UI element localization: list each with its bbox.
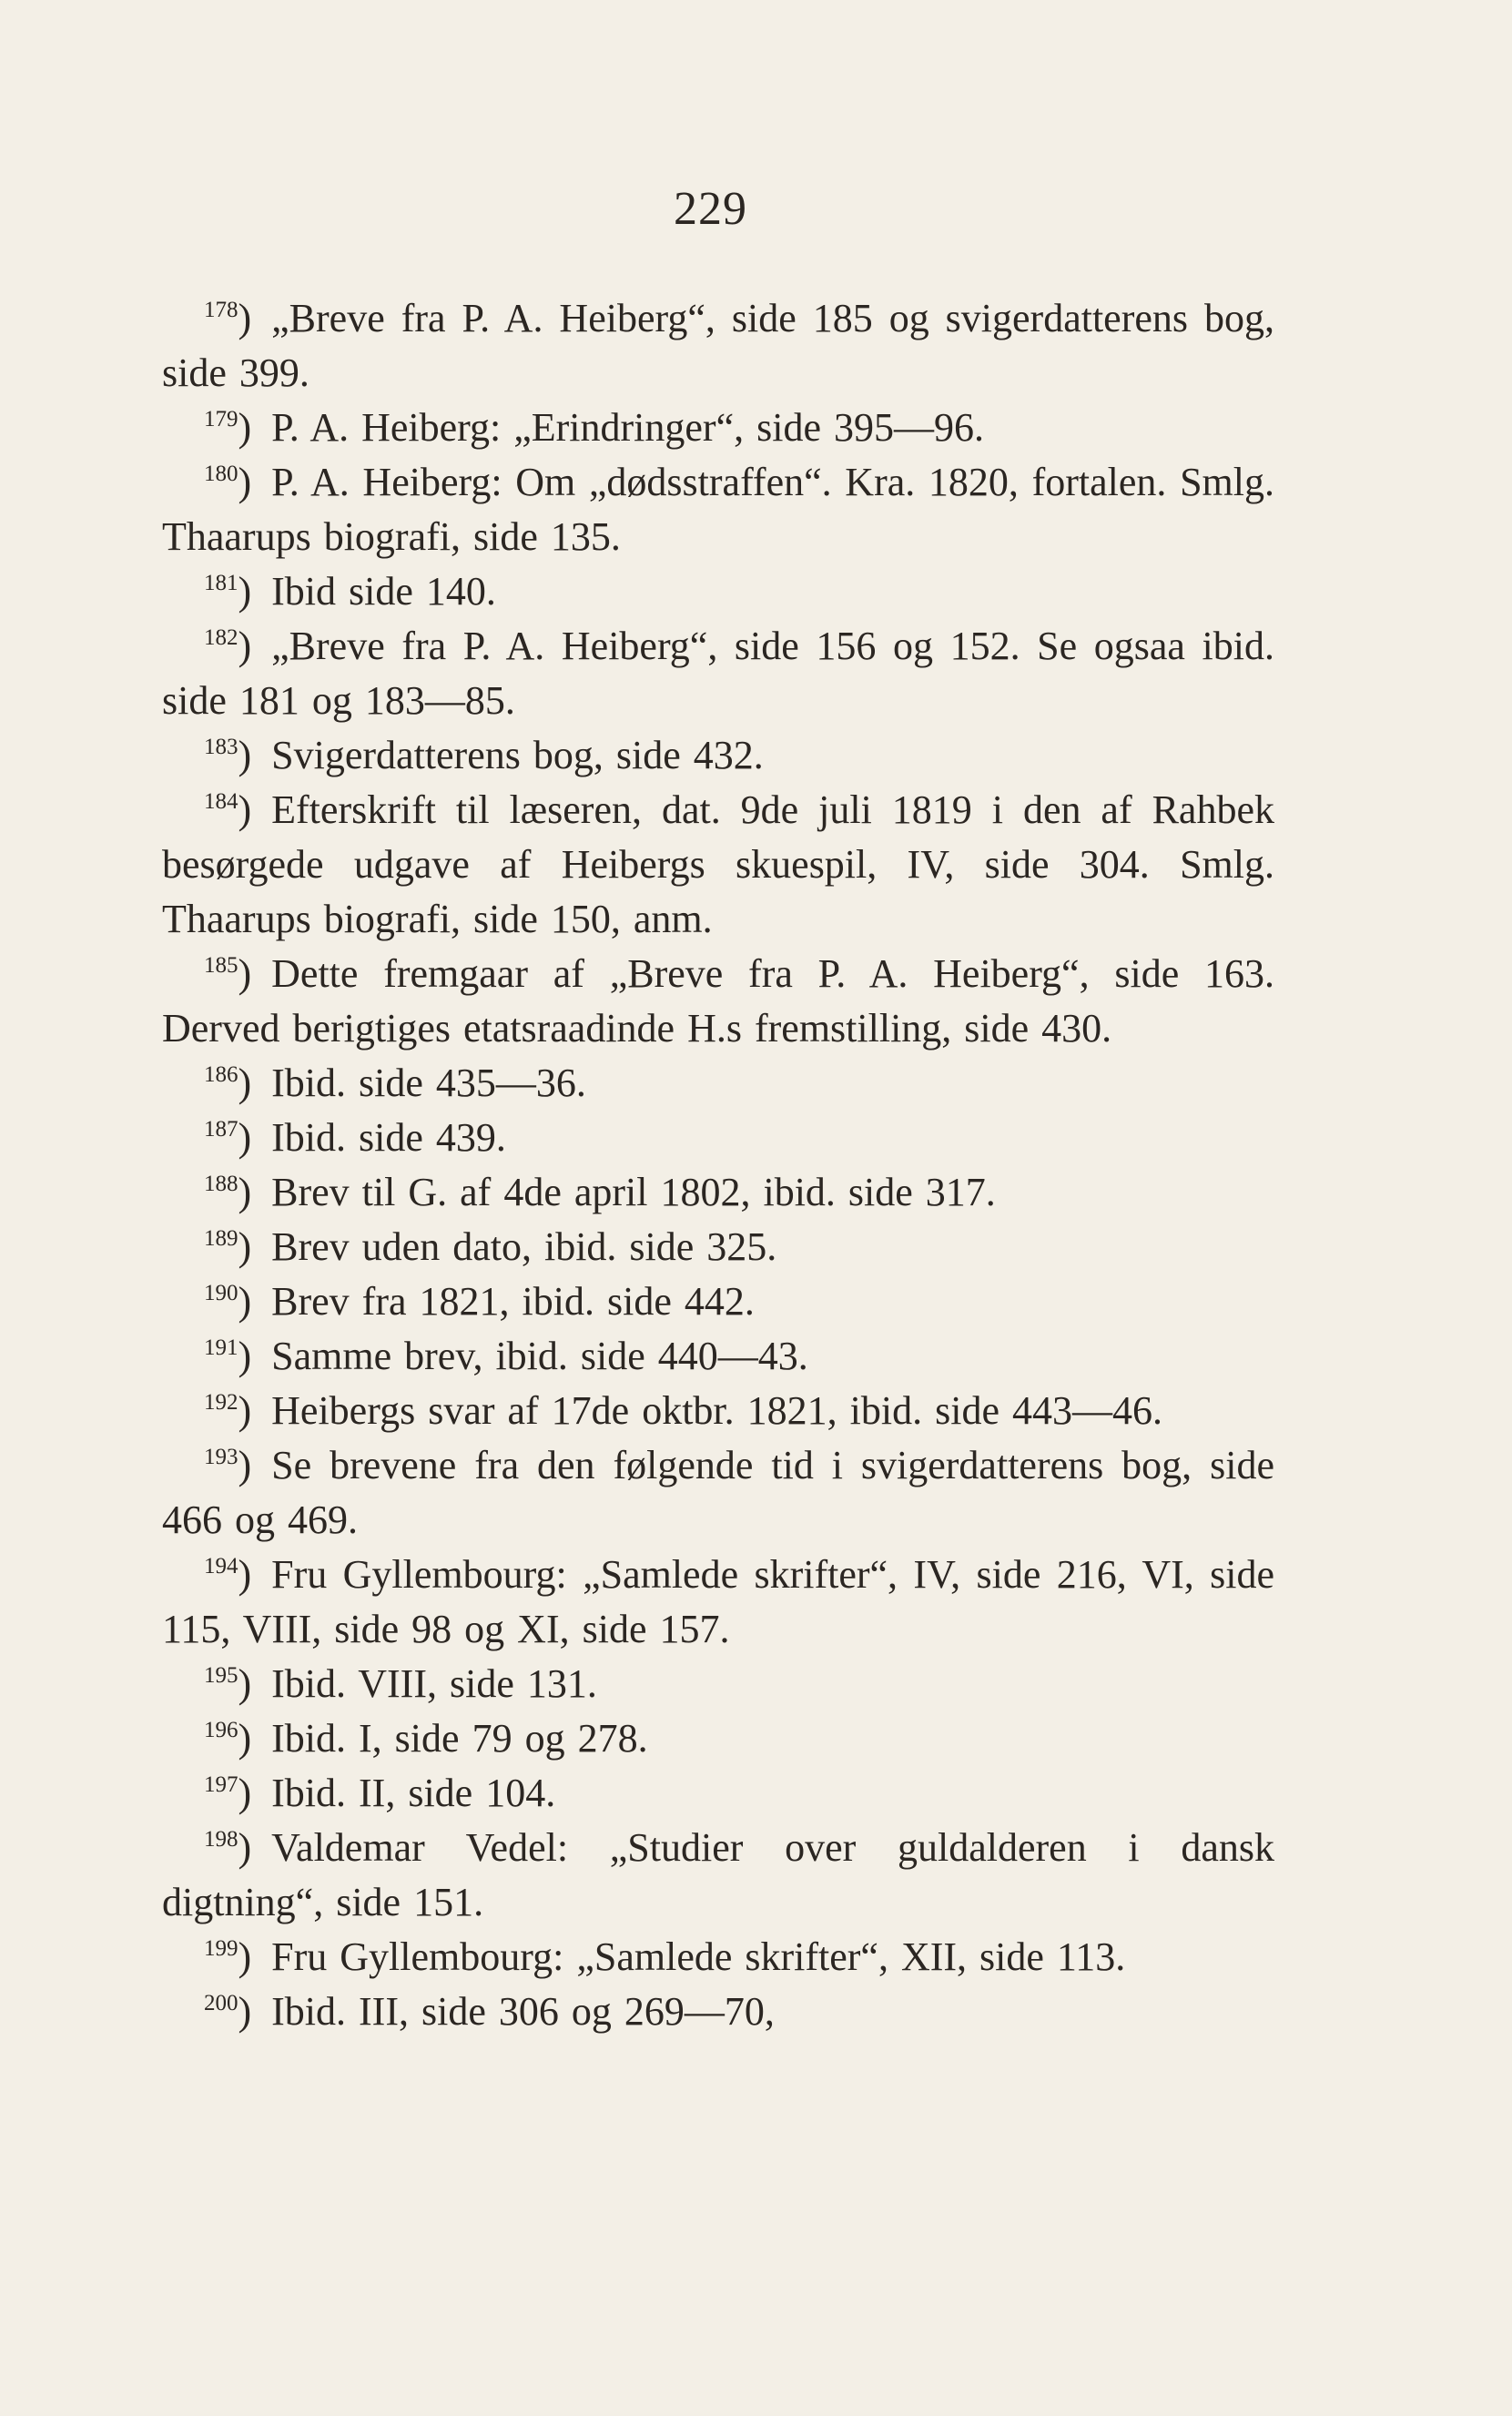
footnote: $^{200}$) Ibid. III, side 306 og 269—70, <box>204 1989 775 2034</box>
footnote-text: P. A. Heiberg: Om „dødsstraffen“. Kra. 1820, fortalen. Smlg. Thaarups biografi, side 135. <box>162 460 1274 559</box>
footnote-text: Svigerdatterens bog, side 432. <box>271 733 764 777</box>
footnote-text: Valdemar Vedel: „Studier over guldalderen i dansk digtning“, side 151. <box>162 1825 1274 1924</box>
footnote: $^{182}$) „Breve fra P. A. Heiberg“, side 156 og 152. Se ogsaa ibid. side 181 og 183—85. <box>162 624 1274 723</box>
footnote: $^{185}$) Dette fremgaar af „Breve fra P. A. Heiberg“, side 163. Derved berigtiges etatsraadinde H.s fremstilling, side 430. <box>162 951 1274 1051</box>
footnote: $^{199}$) Fru Gyllembourg: „Samlede skrifter“, XII, side 113. <box>204 1934 1126 1979</box>
footnote-text: Samme brev, ibid. side 440—43. <box>271 1334 808 1378</box>
footnote-number: 196 <box>204 1718 238 1742</box>
footnote-text: Ibid. III, side 306 og 269—70, <box>271 1989 775 2034</box>
footnote-number: 184 <box>204 789 238 814</box>
footnote-number: 187 <box>204 1117 238 1142</box>
footnote-number: 190 <box>204 1281 238 1305</box>
footnote: $^{187}$) Ibid. side 439. <box>204 1115 506 1160</box>
footnote-number: 181 <box>204 571 238 595</box>
footnote-text: „Breve fra P. A. Heiberg“, side 156 og 152. Se ogsaa ibid. side 181 og 183—85. <box>162 624 1274 723</box>
footnote: $^{193}$) Se brevene fra den følgende tid i svigerdatterens bog, side 466 og 469. <box>162 1443 1274 1542</box>
footnote: $^{180}$) P. A. Heiberg: Om „dødsstraffen“. Kra. 1820, fortalen. Smlg. Thaarups biografi, side 135. <box>162 460 1274 559</box>
footnote: $^{186}$) Ibid. side 435—36. <box>204 1061 586 1105</box>
footnote-number: 182 <box>204 625 238 650</box>
footnote: $^{191}$) Samme brev, ibid. side 440—43. <box>204 1334 808 1378</box>
footnote-text: Se brevene fra den følgende tid i svigerdatterens bog, side 466 og 469. <box>162 1443 1274 1542</box>
footnote: $^{192}$) Heibergs svar af 17de oktbr. 1821, ibid. side 443—46. <box>204 1388 1162 1433</box>
footnote: $^{184}$) Efterskrift til læseren, dat. 9de juli 1819 i den af Rahbek besørgede udgave af Heibergs skuespil, IV, side 304. Smlg. Thaarups biografi, side 150, anm. <box>162 787 1274 941</box>
footnote-text: Ibid. II, side 104. <box>271 1771 556 1815</box>
footnote-text: Ibid. side 439. <box>271 1115 506 1160</box>
footnote-text: Efterskrift til læseren, dat. 9de juli 1819 i den af Rahbek besørgede udgave af Heibergs skuespil, IV, side 304. Smlg. Thaarups biografi, side 150, anm. <box>162 787 1274 941</box>
footnote-text: Dette fremgaar af „Breve fra P. A. Heiberg“, side 163. Derved berigtiges etatsraadinde H.s fremstilling, side 430. <box>162 951 1274 1051</box>
footnote-number: 178 <box>204 298 238 322</box>
footnote-number: 185 <box>204 953 238 978</box>
footnote-number: 200 <box>204 1991 238 2015</box>
footnote-text: Fru Gyllembourg: „Samlede skrifter“, IV, side 216, VI, side 115, VIII, side 98 og XI, side 157. <box>162 1552 1274 1651</box>
footnote: $^{183}$) Svigerdatterens bog, side 432. <box>204 733 764 777</box>
footnote: $^{188}$) Brev til G. af 4de april 1802, ibid. side 317. <box>204 1170 996 1214</box>
footnote-text: „Breve fra P. A. Heiberg“, side 185 og svigerdatterens bog, side 399. <box>162 296 1274 395</box>
footnote-number: 180 <box>204 462 238 486</box>
footnote-number: 193 <box>204 1445 238 1469</box>
footnote: $^{190}$) Brev fra 1821, ibid. side 442. <box>204 1279 755 1324</box>
footnote-number: 179 <box>204 407 238 431</box>
footnote-text: Ibid. VIII, side 131. <box>271 1661 597 1706</box>
footnote-number: 197 <box>204 1772 238 1797</box>
footnote: $^{189}$) Brev uden dato, ibid. side 325. <box>204 1224 777 1269</box>
footnote: $^{196}$) Ibid. I, side 79 og 278. <box>204 1716 648 1761</box>
footnote: $^{197}$) Ibid. II, side 104. <box>204 1771 556 1815</box>
footnote: $^{178}$) „Breve fra P. A. Heiberg“, side 185 og svigerdatterens bog, side 399. <box>162 296 1274 395</box>
footnote-text: Heibergs svar af 17de oktbr. 1821, ibid. side 443—46. <box>271 1388 1162 1433</box>
footnote: $^{198}$) Valdemar Vedel: „Studier over guldalderen i dansk digtning“, side 151. <box>162 1825 1274 1924</box>
footnote-number: 195 <box>204 1663 238 1688</box>
footnote-text: Fru Gyllembourg: „Samlede skrifter“, XII, side 113. <box>271 1934 1126 1979</box>
footnote-number: 194 <box>204 1554 238 1579</box>
footnote: $^{181}$) Ibid side 140. <box>204 569 496 614</box>
footnote-number: 192 <box>204 1390 238 1415</box>
footnote: $^{194}$) Fru Gyllembourg: „Samlede skrifter“, IV, side 216, VI, side 115, VIII, side 98 og XI, side 157. <box>162 1552 1274 1651</box>
footnote-text: Brev uden dato, ibid. side 325. <box>271 1224 777 1269</box>
footnote-text: Ibid. side 435—36. <box>271 1061 586 1105</box>
footnote-text: Ibid. I, side 79 og 278. <box>271 1716 648 1761</box>
footnote-text: Brev til G. af 4de april 1802, ibid. side 317. <box>271 1170 996 1214</box>
footnote-number: 186 <box>204 1062 238 1087</box>
footnote-number: 183 <box>204 735 238 759</box>
footnote-number: 189 <box>204 1226 238 1251</box>
footnote-number: 199 <box>204 1936 238 1961</box>
footnote: $^{179}$) P. A. Heiberg: „Erindringer“, side 395—96. <box>204 405 984 450</box>
footnote: $^{195}$) Ibid. VIII, side 131. <box>204 1661 597 1706</box>
footnote-text: P. A. Heiberg: „Erindringer“, side 395—96. <box>271 405 984 450</box>
footnotes <box>162 291 1274 2039</box>
footnote-number: 188 <box>204 1172 238 1196</box>
footnote-number: 191 <box>204 1335 238 1360</box>
footnote-text: Brev fra 1821, ibid. side 442. <box>271 1279 755 1324</box>
footnote-text: Ibid side 140. <box>271 569 496 614</box>
page-number: 229 <box>674 183 747 235</box>
footnote-number: 198 <box>204 1827 238 1852</box>
